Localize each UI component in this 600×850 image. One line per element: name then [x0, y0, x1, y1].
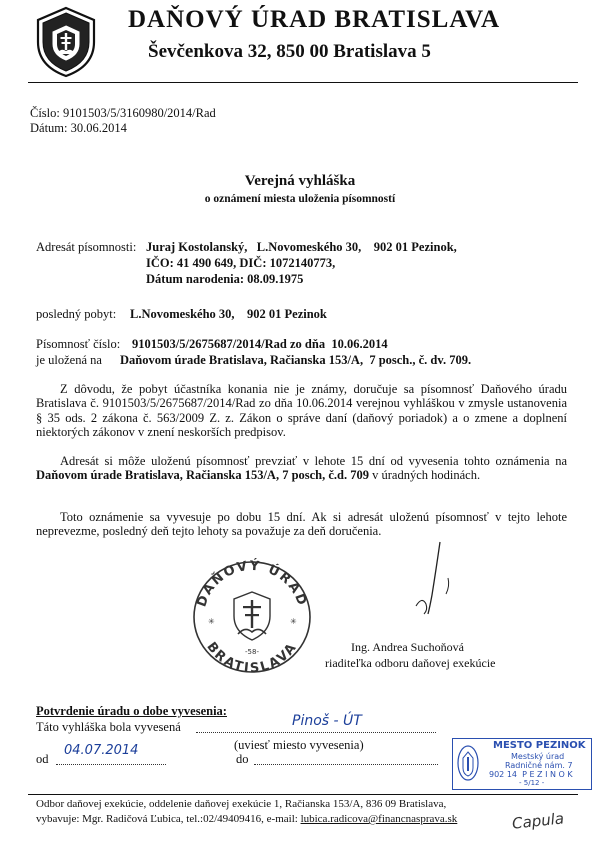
- seal-number: -58-: [245, 648, 259, 656]
- last-residence-label: posledný pobyt:: [36, 307, 117, 321]
- addressee-line2: IČO: 41 490 649, DIČ: 1072140773,: [146, 256, 336, 270]
- footer-divider: [28, 794, 578, 795]
- city-stamp-line2: Mestský úrad: [511, 752, 565, 761]
- financna-sprava-logo: [28, 4, 104, 80]
- stored-at-label: je uložená na: [36, 353, 102, 367]
- city-stamp-line3: Radničné nám. 7: [505, 761, 573, 770]
- city-coat-of-arms-icon: [457, 744, 479, 782]
- footer-email-link[interactable]: lubica.radicova@financnasprava.sk: [300, 813, 458, 825]
- doc-title: Verejná vyhláška: [244, 173, 356, 189]
- body-paragraph-1: Z dôvodu, že pobyt účastníka konania nie je známy, doručuje sa písomnosť Daňového úradu Bratislava č. 9101503/5/2675687/2014/Rad zo dňa 10.06.2014 verejnou vyhláškou v zmysle ustanovenia § 35 ods. 2 zákona č. 563/2009 Z. z. Zákon o správe daní (daňový poriadok) a o zmene a doplnení niektorých zákonov v znení neskorších predpisov.: [36, 382, 567, 439]
- posting-heading: Potvrdenie úradu o dobe vyvesenia:: [36, 704, 227, 718]
- posting-hint: (uviesť miesto vyvesenia): [234, 738, 364, 752]
- posting-from-date: 04.07.2014: [64, 743, 139, 758]
- seal-bottom-text: BRATISLAVA: [203, 639, 301, 677]
- footer-line2: [36, 812, 457, 827]
- signatory-role: riaditeľka odboru daňovej exekúcie: [325, 656, 496, 670]
- body-paragraph-3: Toto oznámenie sa vyvesuje po dobu 15 dní. Ak si adresát uloženú písomnosť v tejto lehote neprevezme, posledný deň tejto lehoty sa považuje za deň doručenia.: [36, 510, 567, 539]
- posting-line-label: Táto vyhláška bola vyvesená: [36, 720, 181, 734]
- city-stamp-line4: 902 14 P E Z I N O K: [489, 770, 573, 779]
- footer-line1: Odbor daňovej exekúcie, oddelenie daňovej exekúcie 1, Račianska 153/A, 836 09 Bratislava,: [36, 798, 447, 810]
- signatory-name: Ing. Andrea Suchoňová: [351, 640, 464, 654]
- office-address: Ševčenkova 32, 850 00 Bratislava 5: [148, 41, 431, 62]
- header-divider: [28, 82, 578, 83]
- addressee-label: Adresát písomnosti:: [36, 240, 137, 254]
- svg-text:✳: ✳: [208, 617, 215, 626]
- posting-place-handwritten: Pinoš - ÚT: [292, 713, 362, 729]
- posting-to-line: [254, 764, 438, 765]
- document-ref-label: Písomnosť číslo:: [36, 337, 121, 351]
- body-paragraph-2: [36, 454, 567, 483]
- svg-text:BRATISLAVA: [203, 640, 300, 677]
- footer-contact: vybavuje: Mgr. Radičová Ľubica, tel.:02/49409416, e-mail:: [36, 813, 301, 825]
- document-ref-value: 9101503/5/2675687/2014/Rad zo dňa 10.06.2014: [132, 337, 388, 351]
- seal-top-text: DAŇOVÝ ÚRAD: [194, 558, 310, 609]
- footer-handwritten-signature: Capula: [511, 809, 565, 833]
- document-date: Dátum: 30.06.2014: [30, 121, 127, 135]
- svg-text:✳: ✳: [290, 617, 297, 626]
- body-paragraph-2-end: v úradných hodinách.: [369, 468, 481, 483]
- body-paragraph-2-start: Adresát si môže uloženú písomnosť prevziať v lehote 15 dní od vyvesenia tohto oznámenia na: [60, 454, 567, 468]
- posting-from-label: od: [36, 752, 49, 766]
- document-number: Číslo: 9101503/5/3160980/2014/Rad: [30, 106, 216, 120]
- stored-at-value: Daňovom úrade Bratislava, Račianska 153/A, 7 posch., č. dv. 709.: [120, 353, 472, 367]
- office-name: DAŇOVÝ ÚRAD BRATISLAVA: [128, 6, 501, 33]
- city-stamp-line5: - 5/12 -: [519, 779, 545, 787]
- posting-to-label: do: [236, 752, 249, 766]
- body-paragraph-2-office: Daňovom úrade Bratislava, Račianska 153/A, 7 posch, č.d. 709: [36, 468, 370, 483]
- addressee-line3: Dátum narodenia: 08.09.1975: [146, 272, 304, 286]
- posting-place-line: [196, 732, 436, 733]
- city-stamp-title: MESTO PEZINOK: [493, 740, 586, 751]
- official-seal: [186, 556, 318, 678]
- last-residence-value: L.Novomeského 30, 902 01 Pezinok: [130, 307, 327, 321]
- addressee-line1: Juraj Kostolanský, L.Novomeského 30, 902 01 Pezinok,: [146, 240, 457, 254]
- doc-subtitle: o oznámení miesta uloženia písomností: [204, 193, 396, 205]
- posting-from-line: [56, 764, 166, 765]
- city-stamp: [452, 738, 592, 790]
- signature-mark: [410, 540, 460, 620]
